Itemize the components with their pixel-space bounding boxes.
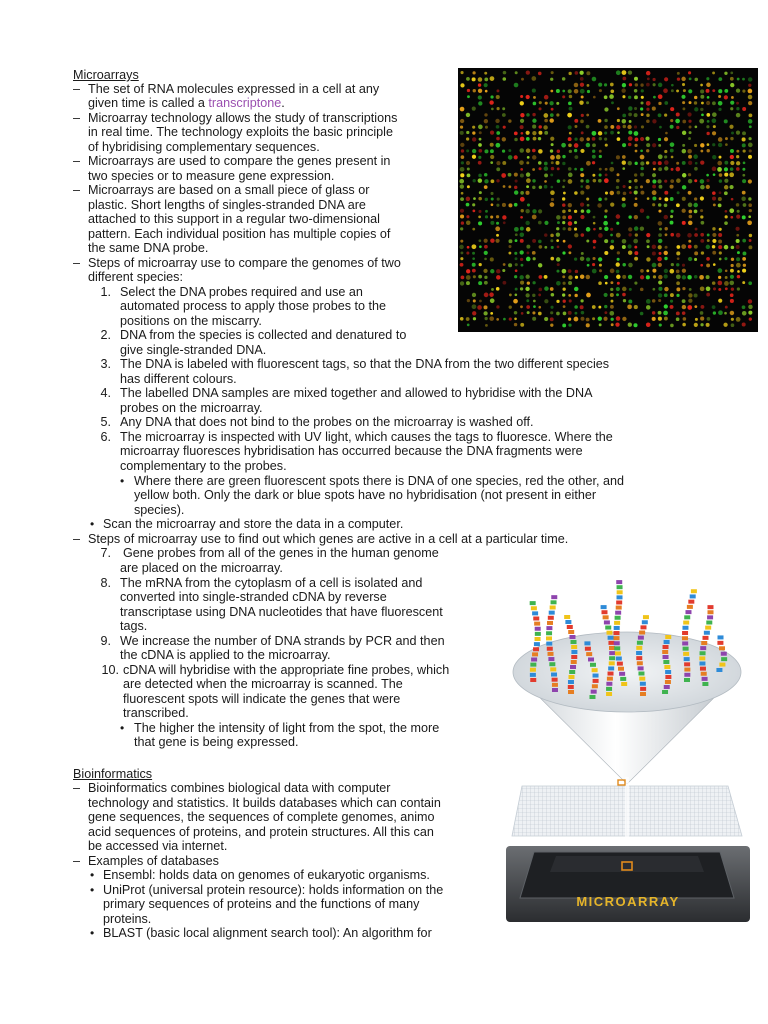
text-line: acid sequences of proteins, and protein structures. All this can [88, 825, 434, 839]
text-line: that gene is being expressed. [134, 735, 299, 749]
dash-marker: – [73, 183, 81, 197]
text-line: Select the DNA probes required and use an [120, 285, 363, 299]
section-heading-microarrays: Microarrays [73, 68, 139, 82]
text-line: DNA from the species is collected and denatured to [120, 328, 407, 342]
text-line: probes on the microarray. [120, 401, 263, 415]
text-line: positions on the miscarry. [120, 314, 262, 328]
section-heading-bioinformatics: Bioinformatics [73, 767, 153, 781]
text-line: automated process to apply those probes to the [120, 299, 387, 313]
dash-marker: – [73, 82, 81, 96]
text-line: Bioinformatics combines biological data with computer [88, 781, 391, 795]
text-line: Any DNA that does not bind to the probes on the microarray is washed off. [120, 415, 534, 429]
text-line: different species: [88, 270, 183, 284]
text-line: plastic. Short lengths of singles-stranded DNA are [88, 198, 366, 212]
step-number: 2. [100, 328, 111, 342]
step-number: 3. [100, 357, 111, 371]
text-line: Scan the microarray and store the data in a computer. [103, 517, 404, 531]
text-line: primary sequences of proteins and the functions of many [103, 897, 420, 911]
text-line: has different colours. [120, 372, 237, 386]
text-line: pattern. Each individual position has multiple copies of [88, 227, 391, 241]
text-line: The mRNA from the cytoplasm of a cell is isolated and [120, 576, 423, 590]
term-transcriptone: transcriptone [208, 96, 282, 110]
dash-marker: – [73, 111, 81, 125]
step-number: 1. [100, 285, 111, 299]
step-number: 4. [100, 386, 111, 400]
bullet-marker: • [120, 474, 125, 488]
text-line: We increase the number of DNA strands by PCR and then [120, 634, 445, 648]
bullet-marker: • [120, 721, 125, 735]
text-line: The higher the intensity of light from the spot, the more [134, 721, 440, 735]
text-line: Examples of databases [88, 854, 219, 868]
text-line: species). [134, 503, 185, 517]
bullet-marker: • [90, 517, 95, 531]
text-line: tags. [120, 619, 148, 633]
text-line: technology and statistics. It builds databases which can contain [88, 796, 441, 810]
text-line: Microarrays are used to compare the genes present in [88, 154, 391, 168]
text-line: converted into single-stranded cDNA by reverse [120, 590, 387, 604]
text-line: of hybridising complementary sequences. [88, 140, 320, 154]
text-line: cDNA will hybridise with the appropriate fine probes, which [123, 663, 450, 677]
text-line: The DNA is labeled with fluorescent tags, so that the DNA from the two different species [120, 357, 610, 371]
step-number: 9. [100, 634, 111, 648]
text-line: The set of RNA molecules expressed in a cell at any [88, 82, 380, 96]
step-number: 7. [100, 546, 111, 560]
text-line: two species or to measure gene expression. [88, 169, 335, 183]
text-line: give single-stranded DNA. [120, 343, 267, 357]
text-line: Microarray technology allows the study of transcriptions [88, 111, 398, 125]
text-line: transcriptase using DNA nucleotides that have fluorescent [120, 605, 443, 619]
text-line: in real time. The technology exploits the basic principle [88, 125, 393, 139]
dash-marker: – [73, 532, 81, 546]
text-line: Steps of microarray use to find out which genes are active in a cell at a particular time. [88, 532, 569, 546]
text-line: proteins. [103, 912, 152, 926]
step-number: 8. [100, 576, 111, 590]
text-line: The microarray is inspected with UV light, which causes the tags to fluoresce. Where the [120, 430, 613, 444]
text-line: gene sequences, the sequences of complete genomes, animo [88, 810, 435, 824]
text-line: Microarrays are based on a small piece of glass or [88, 183, 370, 197]
text-line: the same DNA probe. [88, 241, 209, 255]
text-line: be accessed via internet. [88, 839, 228, 853]
text-line: the cDNA is applied to the microarray. [120, 648, 331, 662]
device-label: MICROARRAY [576, 894, 680, 909]
dash-marker: – [73, 154, 81, 168]
text-line: complementary to the probes. [120, 459, 287, 473]
bullet-marker: • [90, 883, 95, 897]
dash-marker: – [73, 781, 81, 795]
text-line: attached to this support in a regular two-dimensional [88, 212, 380, 226]
text-line: Where there are green fluorescent spots there is DNA of one species, red the other, and [134, 474, 625, 488]
text-line: Gene probes from all of the genes in the human genome [123, 546, 439, 560]
step-number: 10. [101, 663, 119, 677]
bullet-marker: • [90, 926, 95, 940]
text-line: given time is called a transcriptone. [88, 96, 285, 110]
text-line: UniProt (universal protein resource): holds information on the [103, 883, 444, 897]
text-line: are detected when the microarray is scanned. The [123, 677, 403, 691]
text-line: The labelled DNA samples are mixed together and allowed to hybridise with the DNA [120, 386, 593, 400]
microarray-device-illustration [494, 572, 760, 922]
text-line: microarray fluoresces hybridisation has occurred because the DNA fragments were [120, 444, 583, 458]
dash-marker: – [73, 854, 81, 868]
microarray-fluorescence-image [458, 68, 758, 332]
text-line: fluorescent spots will indicate the genes that were [123, 692, 401, 706]
dash-marker: – [73, 256, 81, 270]
text-line: Steps of microarray use to compare the genomes of two [88, 256, 401, 270]
text-line: transcribed. [123, 706, 189, 720]
step-number: 6. [100, 430, 111, 444]
text-line: Ensembl: holds data on genomes of eukaryotic organisms. [103, 868, 430, 882]
text-line: are placed on the microarray. [120, 561, 283, 575]
text-line: BLAST (basic local alignment search tool): An algorithm for [103, 926, 432, 940]
bullet-marker: • [90, 868, 95, 882]
text-line: yellow both. Only the dark or blue spots have no hybridisation (not present in either [134, 488, 597, 502]
step-number: 5. [100, 415, 111, 429]
